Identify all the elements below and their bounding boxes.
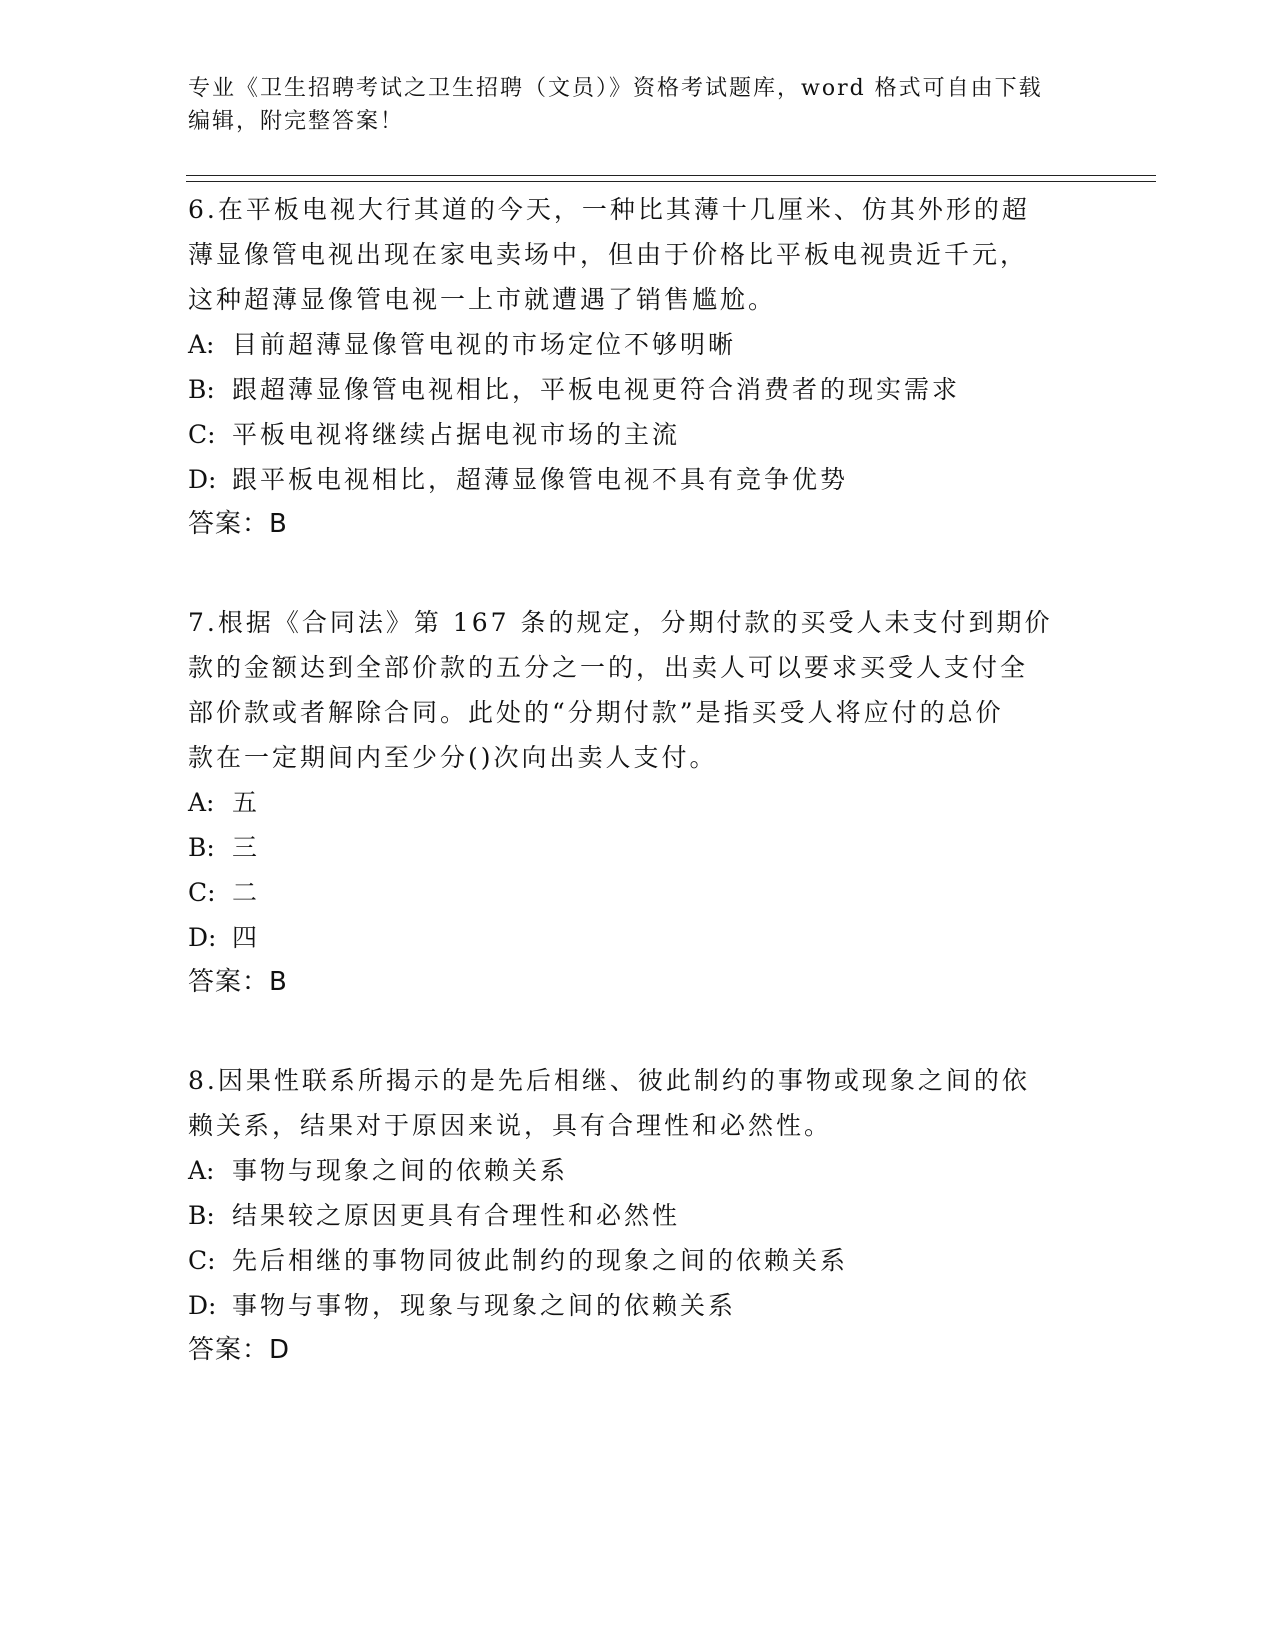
option-c: [188, 870, 1078, 915]
option-letter: B:: [188, 833, 215, 862]
option-letter: D:: [188, 923, 217, 952]
question-stem: [188, 187, 1078, 322]
question-stem: [188, 1058, 1078, 1148]
stem-line: 部价款或者解除合同。此处的“分期付款”是指买受人将应付的总价: [188, 698, 1004, 727]
option-d: [188, 457, 1078, 502]
option-d: [188, 915, 1078, 960]
option-letter: B:: [188, 1201, 215, 1230]
answer-line: 答案：D: [188, 1335, 291, 1365]
stem-line: 赖关系，结果对于原因来说，具有合理性和必然性。: [188, 1111, 833, 1140]
option-text: 跟超薄显像管电视相比，平板电视更符合消费者的现实需求: [232, 375, 961, 404]
option-b: [188, 1193, 1078, 1238]
option-letter: C:: [188, 1246, 216, 1275]
header-line-2: 编辑，附完整答案！: [188, 109, 405, 134]
option-text: 二: [232, 878, 261, 907]
stem-line: 款在一定期间内至少分()次向出卖人支付。: [188, 743, 718, 772]
option-c: [188, 412, 1078, 457]
header-line-1: 专业《卫生招聘考试之卫生招聘（文员）》资格考试题库，word 格式可自由下载: [188, 76, 1043, 101]
document-header: [188, 72, 1068, 138]
answer-line: 答案：B: [188, 967, 288, 997]
option-b: [188, 825, 1078, 870]
option-letter: A:: [188, 330, 215, 359]
option-text: 平板电视将继续占据电视市场的主流: [232, 420, 681, 449]
stem-line: 这种超薄显像管电视一上市就遭遇了销售尴尬。: [188, 285, 777, 314]
option-text: 事物与现象之间的依赖关系: [232, 1156, 569, 1185]
stem-line: 7.根据《合同法》第 167 条的规定，分期付款的买受人未支付到期价: [188, 608, 1053, 637]
option-b: [188, 367, 1078, 412]
option-letter: D:: [188, 1291, 217, 1320]
option-text: 三: [232, 833, 261, 862]
stem-line: 6.在平板电视大行其道的今天，一种比其薄十几厘米、仿其外形的超: [188, 195, 1030, 224]
option-text: 事物与事物，现象与现象之间的依赖关系: [232, 1291, 737, 1320]
stem-line: 薄显像管电视出现在家电卖场中，但由于价格比平板电视贵近千元，: [188, 240, 1029, 269]
option-a: [188, 780, 1078, 825]
header-divider-top: [186, 175, 1156, 176]
option-a: [188, 1148, 1078, 1193]
option-letter: A:: [188, 1156, 215, 1185]
question-7: [188, 600, 1078, 1005]
option-d: [188, 1283, 1078, 1328]
option-letter: C:: [188, 878, 216, 907]
option-text: 五: [232, 788, 261, 817]
option-text: 目前超薄显像管电视的市场定位不够明晰: [232, 330, 737, 359]
option-letter: D:: [188, 465, 217, 494]
option-c: [188, 1238, 1078, 1283]
option-letter: C:: [188, 420, 216, 449]
question-6: [188, 187, 1078, 547]
option-text: 四: [232, 923, 261, 952]
option-letter: B:: [188, 375, 215, 404]
header-divider-bottom: [186, 181, 1156, 182]
option-a: [188, 322, 1078, 367]
option-text: 先后相继的事物同彼此制约的现象之间的依赖关系: [232, 1246, 849, 1275]
option-text: 结果较之原因更具有合理性和必然性: [232, 1201, 681, 1230]
question-8: [188, 1058, 1078, 1373]
option-text: 跟平板电视相比，超薄显像管电视不具有竞争优势: [232, 465, 849, 494]
question-stem: [188, 600, 1078, 780]
stem-line: 款的金额达到全部价款的五分之一的，出卖人可以要求买受人支付全: [188, 653, 1029, 682]
option-letter: A:: [188, 788, 215, 817]
stem-line: 8.因果性联系所揭示的是先后相继、彼此制约的事物或现象之间的依: [188, 1066, 1030, 1095]
answer-line: 答案：B: [188, 509, 288, 539]
